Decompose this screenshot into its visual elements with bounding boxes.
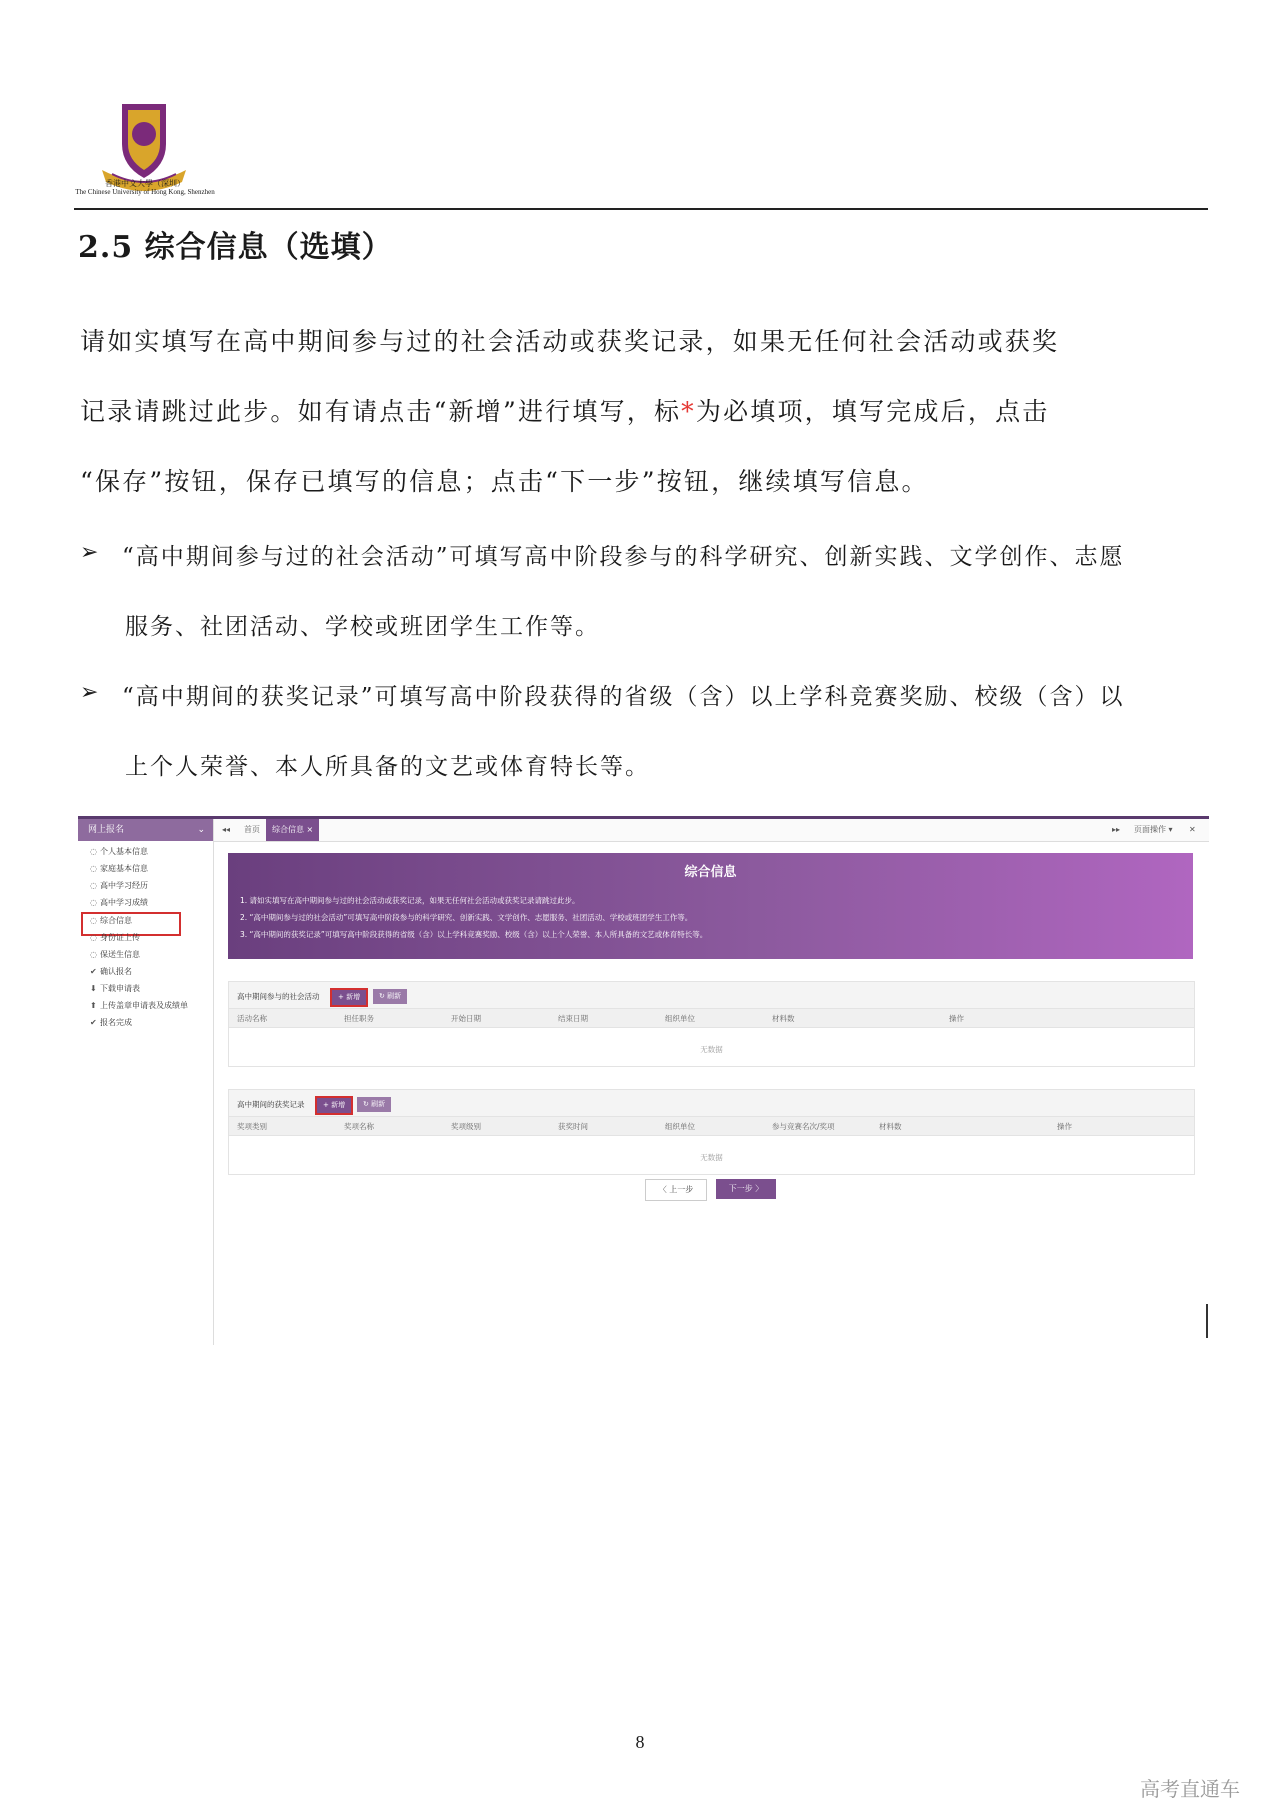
awards-panel <box>228 1089 1195 1175</box>
banner-note-2: 2. “高中期间参与过的社会活动”可填写高中阶段参与的科学研究、创新实践、文学创作、志愿服务、社团活动、学校或班团学生工作等。 <box>240 913 693 922</box>
tab-comprehensive[interactable]: 综合信息 × <box>266 819 319 841</box>
column-header: 操作 <box>1057 1122 1072 1131</box>
tab-home[interactable]: 首页 <box>244 825 260 834</box>
column-header: 获奖时间 <box>558 1122 588 1131</box>
next-step-button[interactable]: 下一步 〉 <box>716 1179 776 1199</box>
add-award-button[interactable]: + 新增 <box>315 1096 353 1115</box>
empty-state: 无数据 <box>700 1045 723 1054</box>
chevron-down-icon: ⌄ <box>197 825 205 835</box>
circle-icon: ◌ <box>90 881 97 890</box>
logo-en: The Chinese University of Hong Kong, Shenzhen <box>75 188 215 196</box>
bullet-arrow-icon: ➢ <box>80 540 99 565</box>
column-header: 担任职务 <box>344 1014 374 1023</box>
column-header: 结束日期 <box>558 1014 588 1023</box>
intro-line-2: 记录请跳过此步。如有请点击“新增”进行填写，标*为必填项，填写完成后，点击 <box>80 397 1050 426</box>
watermark: 高考直通车 <box>1140 1777 1240 1801</box>
sidebar-item-recommend[interactable]: ◌ 保送生信息 <box>90 950 140 959</box>
column-header: 奖项名称 <box>344 1122 374 1131</box>
column-header: 奖项级别 <box>451 1122 481 1131</box>
circle-icon: ◌ <box>90 847 97 856</box>
sidebar-item-personal[interactable]: ◌ 个人基本信息 <box>90 847 148 856</box>
sidebar-item-download[interactable]: ⬇ 下载申请表 <box>90 984 140 993</box>
column-header: 组织单位 <box>665 1122 695 1131</box>
sidebar-item-family[interactable]: ◌ 家庭基本信息 <box>90 864 148 873</box>
header-rule <box>74 208 1208 210</box>
circle-icon: ◌ <box>90 916 97 925</box>
banner-note-1: 1. 请如实填写在高中期间参与过的社会活动或获奖记录，如果无任何社会活动或获奖记录请跳过此步。 <box>240 896 580 905</box>
column-header: 材料数 <box>772 1014 795 1023</box>
column-header: 组织单位 <box>665 1014 695 1023</box>
awards-header-row <box>229 1116 1194 1136</box>
section-title: 2.5 综合信息（选填） <box>78 230 393 265</box>
tab-bar <box>214 819 1209 842</box>
column-header: 活动名称 <box>237 1014 267 1023</box>
column-header: 参与竞赛名次/奖项 <box>772 1122 835 1131</box>
circle-icon: ◌ <box>90 933 97 942</box>
sidebar-item-grades[interactable]: ◌ 高中学习成绩 <box>90 898 148 907</box>
bullet-1-line-1: “高中期间参与过的社会活动”可填写高中阶段参与的科学研究、创新实践、文学创作、志愿 <box>122 544 1125 570</box>
banner-title: 综合信息 <box>684 865 737 880</box>
sidebar-item-confirm[interactable]: ✔ 确认报名 <box>90 967 132 976</box>
refresh-activity-button[interactable]: ↻ 刷新 <box>373 989 407 1004</box>
download-icon: ⬇ <box>90 984 97 993</box>
sidebar-item-comprehensive[interactable]: ◌ 综合信息 <box>90 916 132 925</box>
sidebar-item-id-upload[interactable]: ◌ 身份证上传 <box>90 933 140 942</box>
intro-line-3: “保存”按钮，保存已填写的信息；点击“下一步”按钮，继续填写信息。 <box>80 467 929 496</box>
required-star: * <box>681 397 696 426</box>
tab-back-icon[interactable]: ◂◂ <box>222 825 231 834</box>
page-ops-menu[interactable]: 页面操作 ▾ <box>1134 825 1173 834</box>
column-header: 奖项类别 <box>237 1122 267 1131</box>
intro-line-1: 请如实填写在高中期间参与过的社会活动或获奖记录，如果无任何社会活动或获奖 <box>80 327 1060 356</box>
check-icon: ✔ <box>90 1018 97 1027</box>
sidebar-item-upload[interactable]: ⬆ 上传盖章申请表及成绩单 <box>90 1001 188 1010</box>
sidebar-item-done[interactable]: ✔ 报名完成 <box>90 1018 132 1027</box>
prev-step-button[interactable]: 〈 上一步 <box>645 1179 707 1201</box>
bullet-arrow-icon: ➢ <box>80 680 99 705</box>
page-number: 8 <box>635 1732 645 1752</box>
column-header: 材料数 <box>879 1122 902 1131</box>
sidebar-header[interactable] <box>78 819 213 841</box>
circle-icon: ◌ <box>90 950 97 959</box>
sidebar-header-label: 网上报名 <box>88 825 125 835</box>
check-icon: ✔ <box>90 967 97 976</box>
awards-title: 高中期间的获奖记录 <box>237 1100 305 1109</box>
sidebar <box>78 819 214 1345</box>
column-header: 开始日期 <box>451 1014 481 1023</box>
add-activity-button[interactable]: + 新增 <box>330 988 368 1007</box>
application-screenshot <box>78 816 1209 1345</box>
sidebar-item-education[interactable]: ◌ 高中学习经历 <box>90 881 148 890</box>
activities-title: 高中期间参与的社会活动 <box>237 992 320 1001</box>
upload-icon: ⬆ <box>90 1001 97 1010</box>
bullet-2-line-1: “高中期间的获奖记录”可填写高中阶段获得的省级（含）以上学科竞赛奖励、校级（含）以 <box>122 684 1125 710</box>
activities-header-row <box>229 1008 1194 1028</box>
column-header: 操作 <box>949 1014 964 1023</box>
logo-cn: 香港中文大學（深圳） <box>105 179 185 188</box>
close-icon[interactable]: ✕ <box>1189 825 1196 834</box>
bullet-2-line-2: 上个人荣誉、本人所具备的文艺或体育特长等。 <box>125 754 650 780</box>
circle-icon: ◌ <box>90 864 97 873</box>
circle-icon: ◌ <box>90 898 97 907</box>
scrollbar[interactable] <box>1206 1304 1208 1338</box>
activities-panel <box>228 981 1195 1067</box>
info-banner <box>228 853 1193 959</box>
tab-forward-icon[interactable]: ▸▸ <box>1112 825 1121 834</box>
refresh-award-button[interactable]: ↻ 刷新 <box>357 1097 391 1112</box>
empty-state: 无数据 <box>700 1153 723 1162</box>
banner-note-3: 3. “高中期间的获奖记录”可填写高中阶段获得的省级（含）以上学科竞赛奖励、校级（含）以上个人荣誉、本人所具备的文艺或体育特长等。 <box>240 930 708 939</box>
bullet-1-line-2: 服务、社团活动、学校或班团学生工作等。 <box>125 614 600 640</box>
